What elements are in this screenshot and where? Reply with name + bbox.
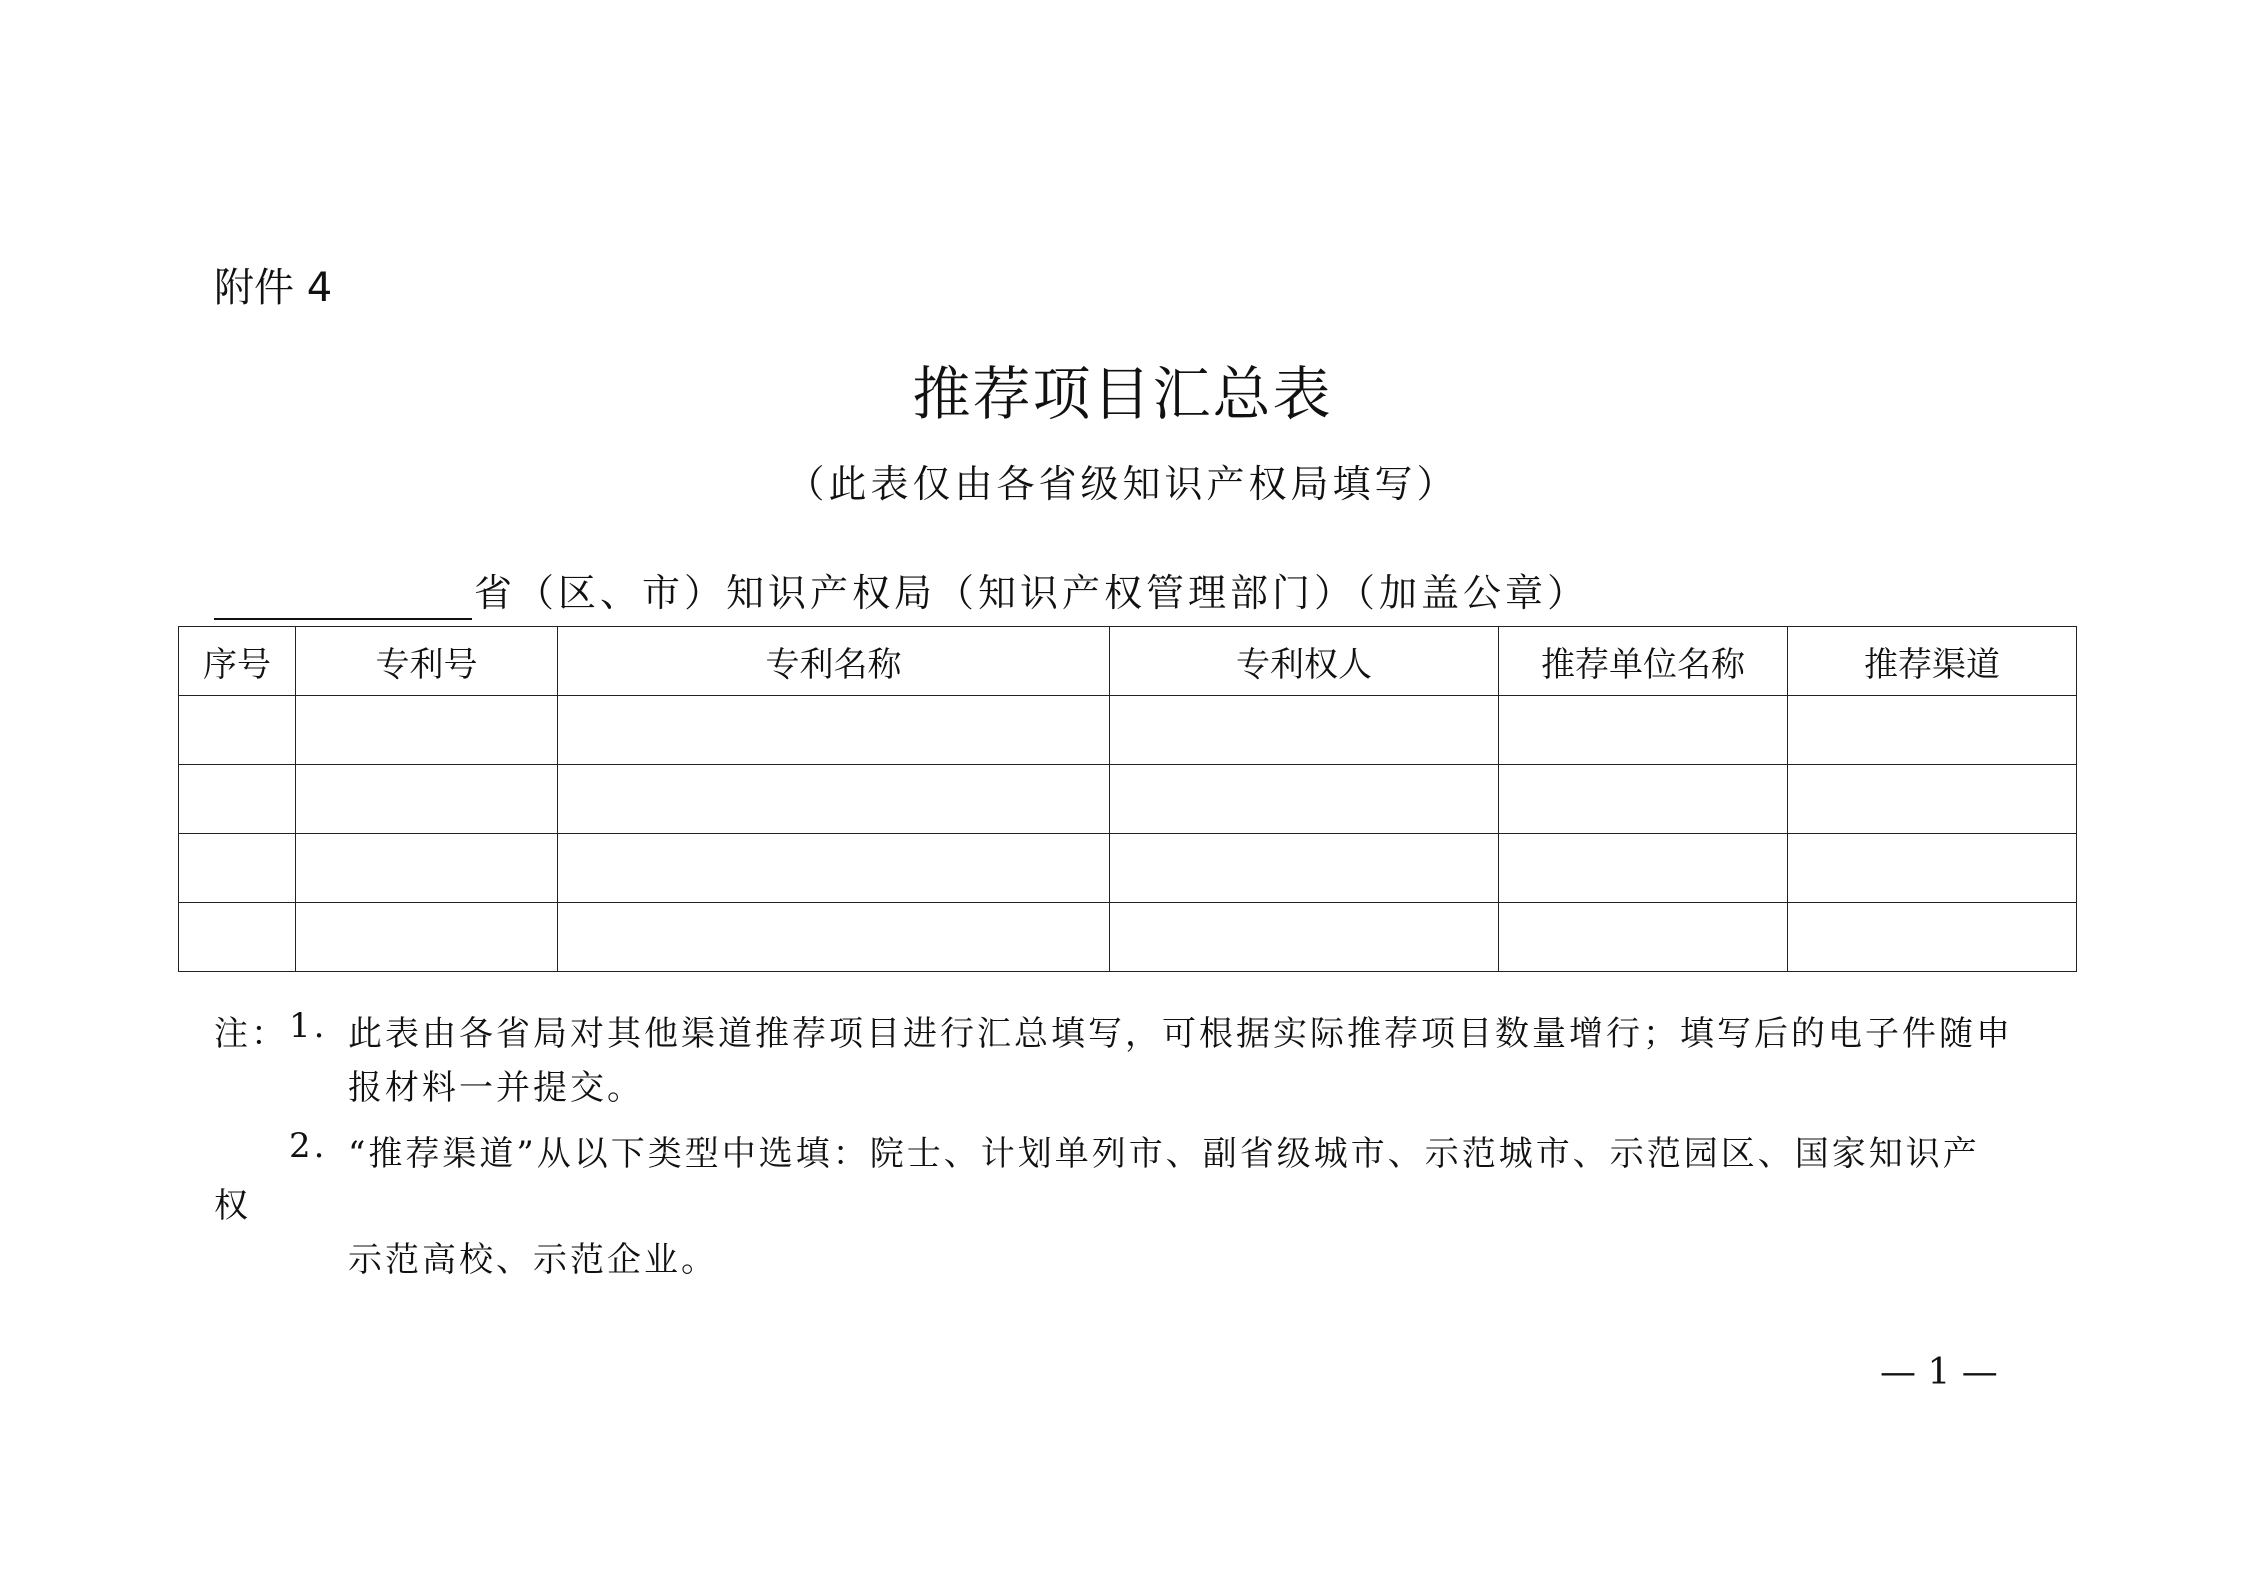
table-cell[interactable] (179, 765, 296, 834)
page-number: — 1 — (1880, 1352, 1998, 1393)
note-2-text-line-2: 权 (214, 1186, 251, 1226)
table-header-row (179, 627, 2077, 696)
table-cell[interactable] (1788, 765, 2077, 834)
table-row (179, 903, 2077, 972)
attachment-label: 附件 4 (214, 265, 333, 311)
table-cell[interactable] (296, 696, 558, 765)
table-cell[interactable] (1110, 834, 1499, 903)
header-recommending-unit: 推荐单位名称 (1499, 627, 1788, 696)
note-1-text-line-1: 此表由各省局对其他渠道推荐项目进行汇总填写，可根据实际推荐项目数量增行；填写后的电子件随申 (348, 1014, 2013, 1054)
table-cell[interactable] (296, 834, 558, 903)
table-cell[interactable] (558, 903, 1110, 972)
header-recommendation-channel: 推荐渠道 (1788, 627, 2077, 696)
table-cell[interactable] (1110, 765, 1499, 834)
header-patent-holder: 专利权人 (1110, 627, 1499, 696)
table-cell[interactable] (1110, 696, 1499, 765)
table-cell[interactable] (1110, 903, 1499, 972)
table-cell[interactable] (1788, 696, 2077, 765)
page-title: 推荐项目汇总表 (912, 360, 1333, 428)
table-cell[interactable] (1499, 834, 1788, 903)
page-subtitle: （此表仅由各省级知识产权局填写） (786, 462, 1459, 506)
table-cell[interactable] (558, 834, 1110, 903)
table-cell[interactable] (179, 903, 296, 972)
issuer-label: 省（区、市）知识产权局（知识产权管理部门）（加盖公章） (474, 571, 1590, 615)
table-cell[interactable] (1499, 903, 1788, 972)
table-row (179, 834, 2077, 903)
issuer-line (214, 566, 1589, 620)
header-patent-name: 专利名称 (558, 627, 1110, 696)
table-cell[interactable] (296, 903, 558, 972)
table-cell[interactable] (179, 834, 296, 903)
header-serial-number: 序号 (179, 627, 296, 696)
table-cell[interactable] (179, 696, 296, 765)
table-cell[interactable] (558, 696, 1110, 765)
table-cell[interactable] (296, 765, 558, 834)
note-2-text-line-3: 示范高校、示范企业。 (348, 1240, 718, 1280)
summary-table (178, 626, 2077, 972)
note-1-text-line-2: 报材料一并提交。 (348, 1068, 644, 1108)
table-cell[interactable] (1499, 765, 1788, 834)
note-1-number: 1. (289, 1006, 328, 1046)
table-row (179, 765, 2077, 834)
table-cell[interactable] (558, 765, 1110, 834)
table-row (179, 696, 2077, 765)
note-2-number: 2. (289, 1126, 328, 1166)
table-cell[interactable] (1788, 903, 2077, 972)
table-cell[interactable] (1788, 834, 2077, 903)
header-patent-number: 专利号 (296, 627, 558, 696)
issuer-blank-field[interactable] (214, 580, 472, 620)
note-2-text-line-1: “推荐渠道”从以下类型中选填：院士、计划单列市、副省级城市、示范城市、示范园区、国家知识产 (348, 1134, 1980, 1174)
notes-prefix: 注： (214, 1014, 288, 1054)
table-cell[interactable] (1499, 696, 1788, 765)
